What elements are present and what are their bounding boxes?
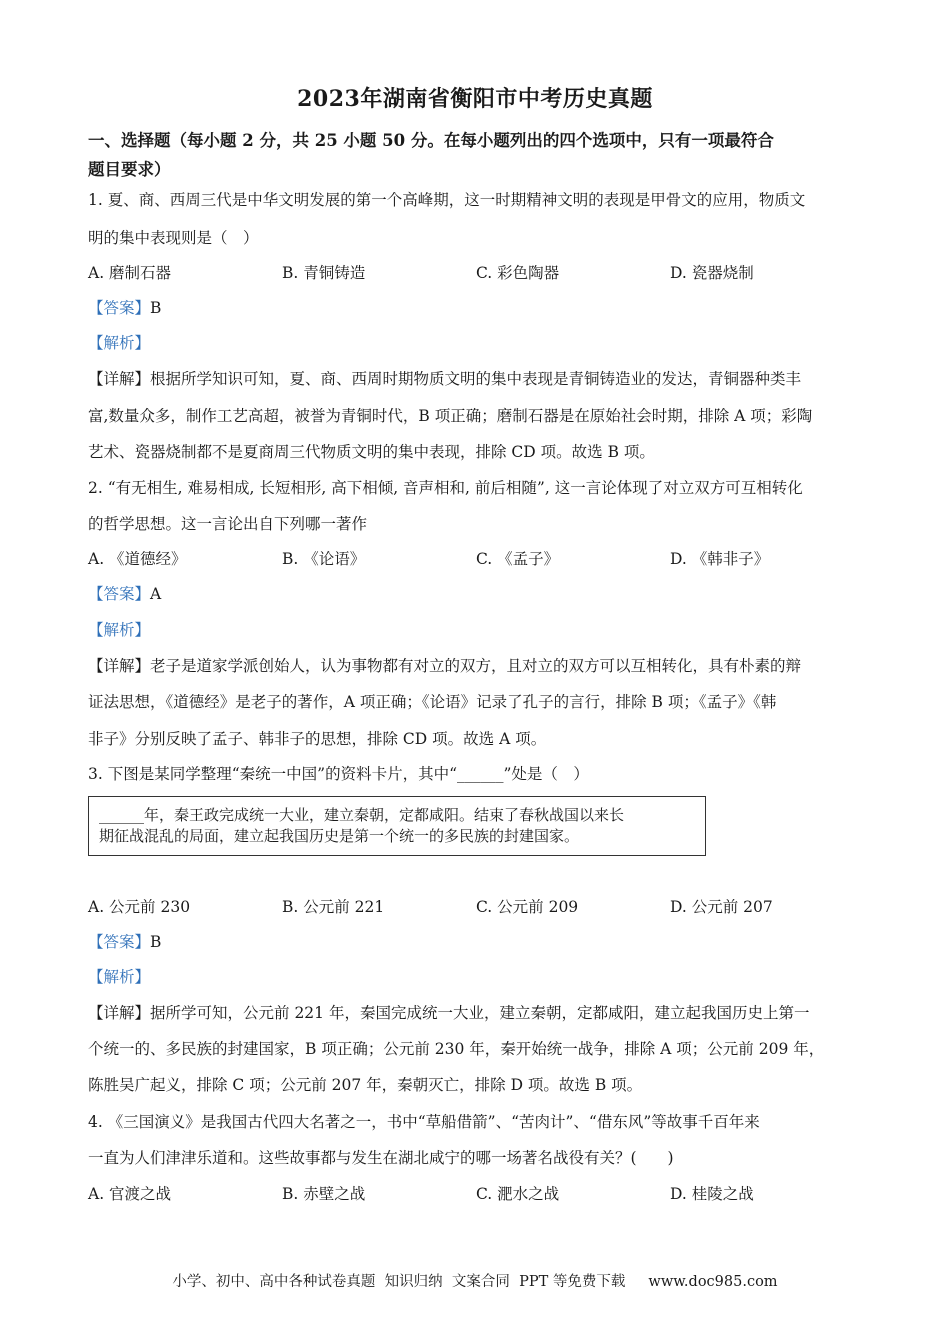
question-2-option-c: C. 《孟子》: [476, 550, 560, 568]
question-3-detail-line-2: 个统一的、多民族的封建国家，B 项正确；公元前 230 年，秦开始统一战争，排除 A 项；公元前 209 年，: [88, 1040, 825, 1058]
question-1-detail-line-3: 艺术、瓷器烧制都不是夏商周三代物质文明的集中表现，排除 CD 项。故选 B 项。: [88, 443, 655, 461]
question-4-option-a: A. 官渡之战: [88, 1185, 172, 1203]
question-4-stem-line-2: 一直为人们津津乐道和。这些故事都与发生在湖北咸宁的哪一场著名战役有关？( ): [88, 1149, 674, 1167]
info-card-line-2: 期征战混乱的局面，建立起我国历史是第一个统一的多民族的封建国家。: [99, 827, 580, 845]
question-1-option-d: D. 瓷器烧制: [670, 264, 754, 282]
question-1-option-b: B. 青铜铸造: [282, 264, 366, 282]
analysis-label: 【解析】: [88, 621, 151, 639]
question-2-detail-line-2: 证法思想，《道德经》是老子的著作，A 项正确；《论语》记录了孔子的言行，排除 B 项；《孟子》《韩: [88, 693, 777, 711]
question-1-detail-text-1: 根据所学知识可知，夏、商、西周时期物质文明的集中表现是青铜铸造业的发达，青铜器种类丰: [150, 370, 802, 388]
question-1-stem-line-2: 明的集中表现则是（ ）: [88, 229, 259, 247]
question-3-detail-text-1: 据所学可知，公元前 221 年，秦国完成统一大业，建立秦朝，定都咸阳，建立起我国历史上第一: [150, 1004, 810, 1022]
answer-label: 【答案】: [88, 299, 151, 317]
question-3-detail-line-1: [88, 1003, 809, 1023]
question-4-stem-line-1: 4. 《三国演义》是我国古代四大名著之一，书中“草船借箭”、“苦肉计”、“借东风”等故事千百年来: [88, 1113, 760, 1131]
analysis-label: 【解析】: [88, 334, 151, 352]
question-1-detail-line-2: 富,数量众多，制作工艺高超，被誉为青铜时代，B 项正确；磨制石器是在原始社会时期，排除 A 项；彩陶: [88, 407, 813, 425]
question-2-detail-line-1: [88, 656, 801, 676]
analysis-label: 【解析】: [88, 968, 151, 986]
question-4-option-c: C. 淝水之战: [476, 1185, 560, 1203]
question-4-option-d: D. 桂陵之战: [670, 1185, 754, 1203]
question-2-stem-line-2: 的哲学思想。这一言论出自下列哪一著作: [88, 515, 368, 533]
question-3-option-a: A. 公元前 230: [88, 898, 191, 916]
question-3-analysis: [88, 967, 150, 987]
question-2-answer-value: A: [150, 585, 162, 603]
question-2-stem-line-1: 2. “有无相生, 难易相成, 长短相形, 高下相倾, 音声相和, 前后相随”, 这一言论体现了对立双方可互相转化: [88, 479, 803, 497]
question-1-analysis: [88, 333, 150, 353]
detail-label: 【详解】: [88, 1004, 151, 1022]
question-1-answer: [88, 298, 161, 318]
question-2-detail-line-3: 非子》分别反映了孟子、韩非子的思想，排除 CD 项。故选 A 项。: [88, 730, 547, 748]
page-footer[interactable]: 小学、初中、高中各种试卷真题 知识归纳 文案合同 PPT 等免费下载 www.doc985.com: [172, 1274, 778, 1290]
question-3-stem-line-1: 3. 下图是某同学整理“秦统一中国”的资料卡片，其中“______”处是（ ）: [88, 765, 589, 783]
question-2-option-a: A. 《道德经》: [88, 550, 187, 568]
question-1-stem-line-1: 1. 夏、商、西周三代是中华文明发展的第一个高峰期，这一时期精神文明的表现是甲骨文的应用，物质文: [88, 191, 806, 209]
question-3-option-c: C. 公元前 209: [476, 898, 579, 916]
question-2-option-b: B. 《论语》: [282, 550, 366, 568]
question-4-option-b: B. 赤壁之战: [282, 1185, 366, 1203]
answer-label: 【答案】: [88, 933, 151, 951]
question-2-answer: [88, 584, 161, 604]
question-3-answer-value: B: [150, 933, 162, 951]
section-heading-line-2: 题目要求）: [88, 160, 171, 179]
detail-label: 【详解】: [88, 657, 151, 675]
info-card: [88, 796, 706, 856]
question-3-option-b: B. 公元前 221: [282, 898, 385, 916]
answer-label: 【答案】: [88, 585, 151, 603]
detail-label: 【详解】: [88, 370, 151, 388]
question-3-answer: [88, 932, 161, 952]
page-title: 2023年湖南省衡阳市中考历史真题: [297, 86, 653, 112]
question-2-option-d: D. 《韩非子》: [670, 550, 770, 568]
section-heading-line-1: 一、选择题（每小题 2 分，共 25 小题 50 分。在每小题列出的四个选项中，只有一项最符合: [88, 131, 774, 150]
question-3-detail-line-3: 陈胜吴广起义，排除 C 项；公元前 207 年，秦朝灭亡，排除 D 项。故选 B 项。: [88, 1076, 643, 1094]
question-1-answer-value: B: [150, 299, 162, 317]
question-3-option-d: D. 公元前 207: [670, 898, 773, 916]
question-2-analysis: [88, 620, 150, 640]
question-1-detail-line-1: [88, 369, 801, 389]
question-1-option-c: C. 彩色陶器: [476, 264, 560, 282]
question-2-detail-text-1: 老子是道家学派创始人，认为事物都有对立的双方，且对立的双方可以互相转化，具有朴素的辩: [150, 657, 802, 675]
info-card-line-1: ______年，秦王政完成统一大业，建立秦朝，定都咸阳。结束了春秋战国以来长: [99, 806, 625, 824]
question-1-option-a: A. 磨制石器: [88, 264, 172, 282]
